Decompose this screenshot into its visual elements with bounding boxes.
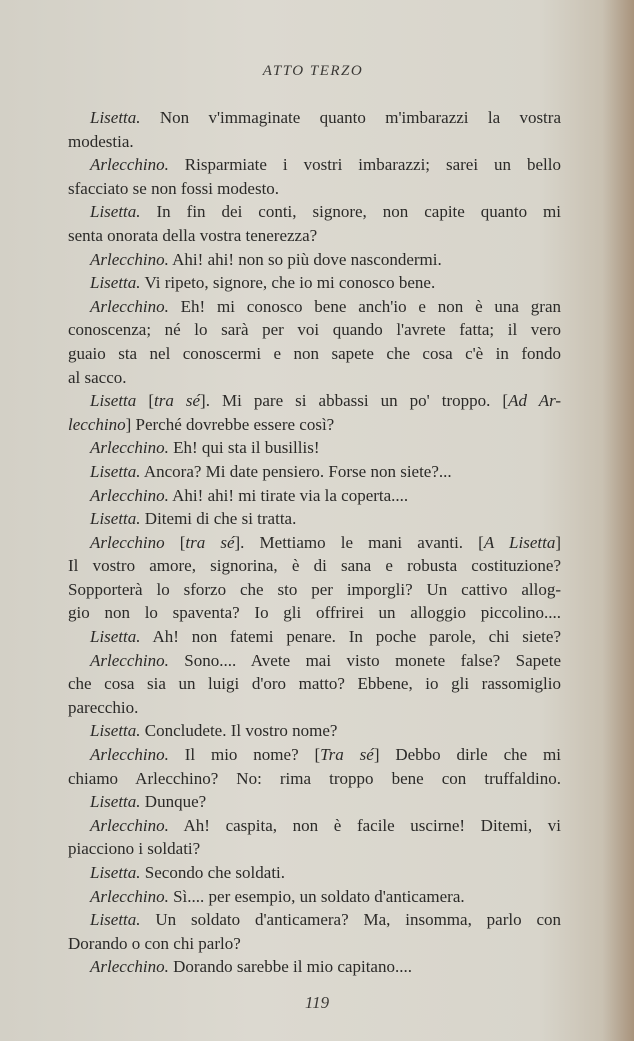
italic-text: Arlecchino.: [90, 650, 169, 670]
text-line: [68, 696, 561, 720]
page-number: 119: [304, 993, 330, 1012]
running-header: ATTO TERZO: [262, 63, 364, 79]
italic-text: Lisetta: [90, 391, 137, 411]
text-segment: Risparmiate i vostri imbarazzi; sarei un bello: [168, 155, 561, 175]
italic-text: Arlecchino.: [90, 745, 169, 765]
text-line: [68, 932, 561, 956]
italic-text: Lisetta.: [90, 461, 141, 481]
text-line: [68, 955, 561, 979]
text-line: [68, 649, 561, 673]
text-segment: Ah! caspita, non è facile uscirne! Ditemi, vi: [168, 815, 561, 835]
italic-text: Arlecchino.: [90, 485, 169, 505]
text-line: [68, 342, 561, 366]
text-segment: Il vostro amore, signorina, è di sana e robusta costituzione?: [68, 556, 561, 576]
italic-text: Lisetta.: [90, 863, 141, 882]
text-line: [68, 271, 561, 295]
text-line: [68, 672, 561, 696]
text-line: [68, 814, 561, 838]
italic-text: Arlecchino: [90, 532, 165, 552]
italic-text: Ad Ar-: [508, 391, 561, 411]
text-segment: sfacciato se non fossi modesto.: [68, 178, 280, 198]
text-segment: Ancora? Mi date pensiero. Forse non siete?...: [140, 461, 452, 481]
text-segment: Eh! qui sta il busillis!: [168, 438, 320, 458]
text-line: [68, 106, 561, 130]
text-segment: In fin dei conti, signore, non capite quanto mi: [140, 202, 561, 222]
text-segment: ]. Mi pare si abbassi un po' troppo. [: [200, 391, 509, 411]
italic-text: tra sé: [185, 532, 235, 552]
text-segment: Dorando sarebbe il mio capitano....: [168, 957, 412, 977]
text-line: [68, 767, 561, 791]
italic-text: Arlecchino.: [90, 438, 169, 458]
text-segment: Ahi! ahi! non so più dove nascondermi.: [168, 249, 442, 269]
text-line: [68, 837, 561, 861]
text-line: [68, 130, 561, 154]
text-line: [68, 200, 561, 224]
text-segment: chiamo Arlecchino? No: rima troppo bene con truffaldino.: [68, 768, 561, 788]
text-line: [68, 743, 561, 767]
italic-text: Arlecchino.: [90, 249, 169, 269]
text-segment: Non v'immaginate quanto m'imbarazzi la vostra: [140, 108, 561, 127]
text-segment: Sopporterà lo sforzo che sto per imporgli? Un cattivo allog-: [68, 579, 561, 599]
text-segment: Ah! non fatemi penare. In poche parole, chi siete?: [140, 627, 561, 647]
italic-text: Lisetta.: [90, 108, 141, 127]
italic-text: Lisetta.: [90, 202, 141, 222]
italic-text: Arlecchino.: [90, 957, 169, 977]
text-line: [68, 484, 561, 508]
italic-text: Tra sé: [320, 745, 374, 765]
text-line: [68, 295, 561, 319]
text-line: [68, 389, 561, 413]
italic-text: Arlecchino.: [90, 815, 169, 835]
text-segment: al sacco.: [68, 367, 127, 387]
text-segment: che cosa sia un luigi d'oro matto? Ebbene, io gli rassomiglio: [68, 674, 561, 694]
italic-text: Lisetta.: [90, 792, 141, 812]
italic-text: lecchino: [68, 414, 126, 434]
text-segment: [: [164, 532, 186, 552]
italic-text: Lisetta.: [90, 509, 141, 529]
text-line: [68, 507, 561, 531]
text-line: [68, 578, 561, 602]
text-line: [68, 318, 561, 342]
text-segment: senta onorata della vostra tenerezza?: [68, 225, 318, 245]
text-segment: Dunque?: [140, 792, 207, 812]
text-line: [68, 413, 561, 437]
text-segment: Sì.... per esempio, un soldato d'anticamera.: [168, 886, 465, 906]
text-line: [68, 601, 561, 625]
text-segment: modestia.: [68, 131, 134, 151]
text-segment: ]: [555, 532, 561, 552]
italic-text: Arlecchino.: [90, 155, 169, 175]
text-line: [68, 436, 561, 460]
text-line: [68, 719, 561, 743]
text-line: [68, 248, 561, 272]
italic-text: A Lisetta: [483, 532, 556, 552]
text-line: [68, 366, 561, 390]
text-line: [68, 531, 561, 555]
text-line: [68, 153, 561, 177]
text-line: [68, 908, 561, 932]
text-line: [68, 885, 561, 909]
italic-text: Lisetta.: [90, 627, 141, 647]
text-segment: Un soldato d'anticamera? Ma, insomma, parlo con: [140, 910, 561, 930]
italic-text: Arlecchino.: [90, 886, 169, 906]
text-segment: Vi ripeto, signore, che io mi conosco bene.: [140, 273, 436, 293]
text-segment: Eh! mi conosco bene anch'io e non è una gran: [168, 296, 561, 316]
italic-text: tra sé: [154, 391, 201, 411]
text-segment: piacciono i soldati?: [68, 839, 201, 859]
text-line: [68, 177, 561, 201]
text-line: [68, 554, 561, 578]
italic-text: Lisetta.: [90, 273, 141, 293]
text-segment: ]. Mettiamo le mani avanti. [: [234, 532, 484, 552]
text-segment: Dorando o con chi parlo?: [68, 933, 241, 953]
text-line: [68, 224, 561, 248]
text-segment: Secondo che soldati.: [140, 863, 286, 882]
dialogue-text: [68, 106, 561, 979]
italic-text: Lisetta.: [90, 910, 141, 930]
text-line: [68, 861, 561, 885]
text-segment: ] Debbo dirle che mi: [373, 745, 561, 765]
text-line: [68, 790, 561, 814]
text-segment: ] Perché dovrebbe essere così?: [125, 414, 335, 434]
text-segment: gio non lo spaventa? Io gli offrirei un alloggio piccolino....: [68, 603, 561, 623]
italic-text: Lisetta.: [90, 721, 141, 741]
text-segment: [: [136, 391, 154, 411]
italic-text: Arlecchino.: [90, 296, 169, 316]
text-segment: Ahi! ahi! mi tirate via la coperta....: [168, 485, 409, 505]
text-segment: Ditemi di che si tratta.: [140, 509, 297, 529]
text-line: [68, 625, 561, 649]
text-segment: parecchio.: [68, 697, 139, 717]
text-segment: Sono.... Avete mai visto monete false? Sapete: [168, 650, 561, 670]
text-segment: Concludete. Il vostro nome?: [140, 721, 338, 741]
text-segment: Il mio nome? [: [168, 745, 321, 765]
text-segment: conoscenza; né lo sarà per voi quando l'avrete fatta; il vero: [68, 320, 561, 340]
text-line: [68, 460, 561, 484]
text-segment: guaio sta nel conoscermi e non sapete che cosa c'è in fondo: [68, 343, 561, 363]
